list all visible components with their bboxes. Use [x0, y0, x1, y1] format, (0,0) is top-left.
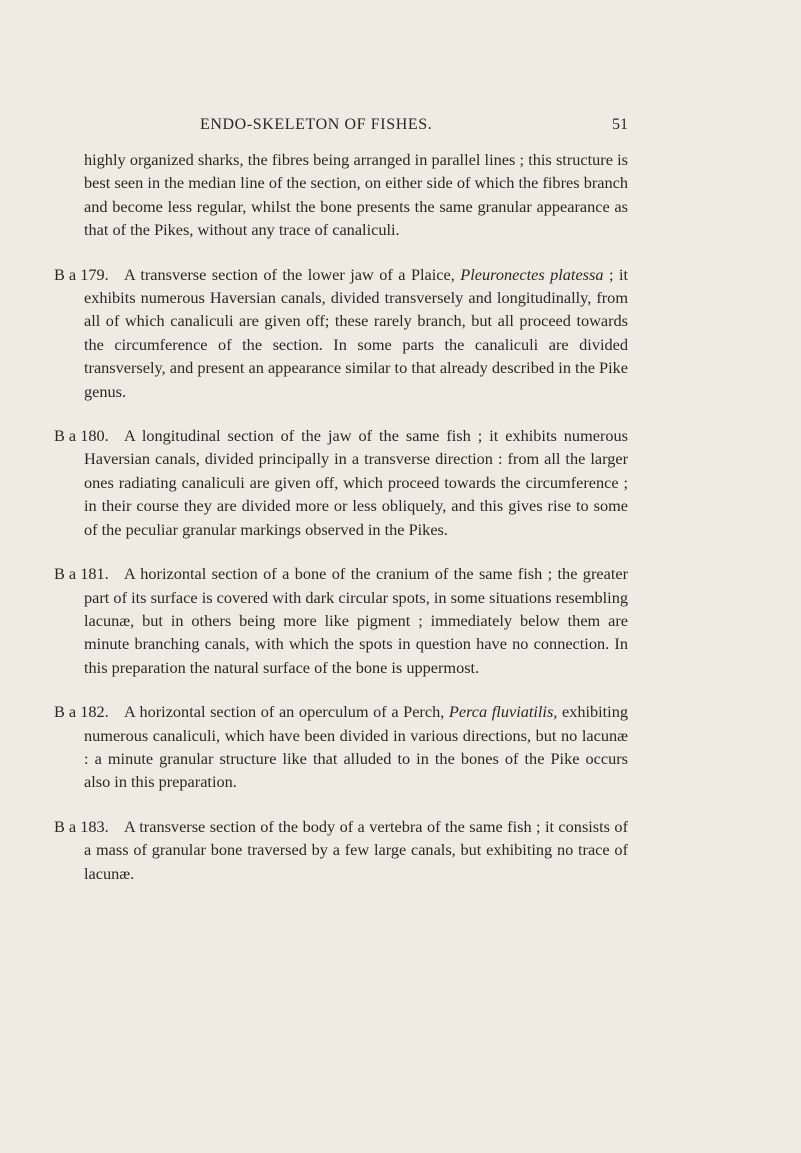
entry-reference: B a 182.: [54, 702, 109, 722]
entry-text: [54, 562, 628, 679]
entry-text-rest: ; it exhibits numerous Haversian canals, divided transversely and longitudinally, from all of which canaliculi are given off; these rarely branch, but all proceed towards the circumference of the section. In some parts the canaliculi are divided transversely, and present an appearance similar to that already described in the Pike genus.: [84, 264, 628, 401]
entry-reference: B a 179.: [54, 264, 109, 284]
page-body: [54, 148, 628, 906]
entry-text-start: A horizontal section of a bone of the cranium of the same fish ; the greater part of its surface is covered with dark circular spots, in some situations resembling lacunæ, but in others being more like pigment ; immediately below them are minute branching canals, with which the spots in question have no connection. In this preparation the natural surface of the bone is uppermost.: [84, 564, 628, 677]
entry-text: [54, 263, 628, 403]
catalogue-entry: [54, 424, 628, 541]
entry-text: [54, 424, 628, 541]
entry-reference: B a 183.: [54, 816, 109, 836]
entry-text-start: A transverse section of the body of a vertebra of the same fish ; it consists of a mass of granular bone traversed by a few large canals, but exhibiting no trace of lacunæ.: [84, 816, 628, 883]
species-name: Perca fluviatilis,: [448, 702, 558, 722]
catalogue-entry: [54, 815, 628, 885]
running-title: ENDO-SKELETON OF FISHES.: [200, 116, 433, 133]
entry-reference: B a 180.: [54, 426, 109, 446]
catalogue-entry: [54, 562, 628, 679]
entry-text: [54, 815, 628, 885]
page-header: [84, 116, 628, 140]
entry-text: [54, 700, 628, 794]
catalogue-entry: [54, 263, 628, 403]
entry-text-start: A longitudinal section of the jaw of the same fish ; it exhibits numerous Haversian canals, divided principally in a transverse direction : from all the larger ones radiating canaliculi are given off, which proceed towards the circumference ; in their course they are divided more or less obliquely, and this gives rise to some of the peculiar granular markings observed in the Pikes.: [84, 426, 628, 539]
entry-reference: B a 181.: [54, 564, 109, 584]
catalogue-entry: [54, 700, 628, 794]
page-number: 51: [612, 116, 628, 133]
entry-text-rest: exhibiting numerous canaliculi, which have been divided in various directions, but no lacunæ : a minute granular structure like that alluded to in the bones of the Pike occurs also in this preparation.: [84, 702, 628, 792]
continuation-paragraph: [54, 148, 628, 242]
entry-text-start: A horizontal section of an operculum of a Perch,: [124, 702, 445, 722]
species-name: Pleuronectes platessa: [460, 264, 604, 284]
continuation-text: highly organized sharks, the fibres being arranged in parallel lines ; this structure is best seen in the median line of the section, on either side of which the fibres branch and become less regular, whilst the bone presents the same granular appearance as that of the Pikes, without any trace of canaliculi.: [84, 150, 628, 240]
entry-text-start: A transverse section of the lower jaw of a Plaice,: [124, 264, 455, 284]
